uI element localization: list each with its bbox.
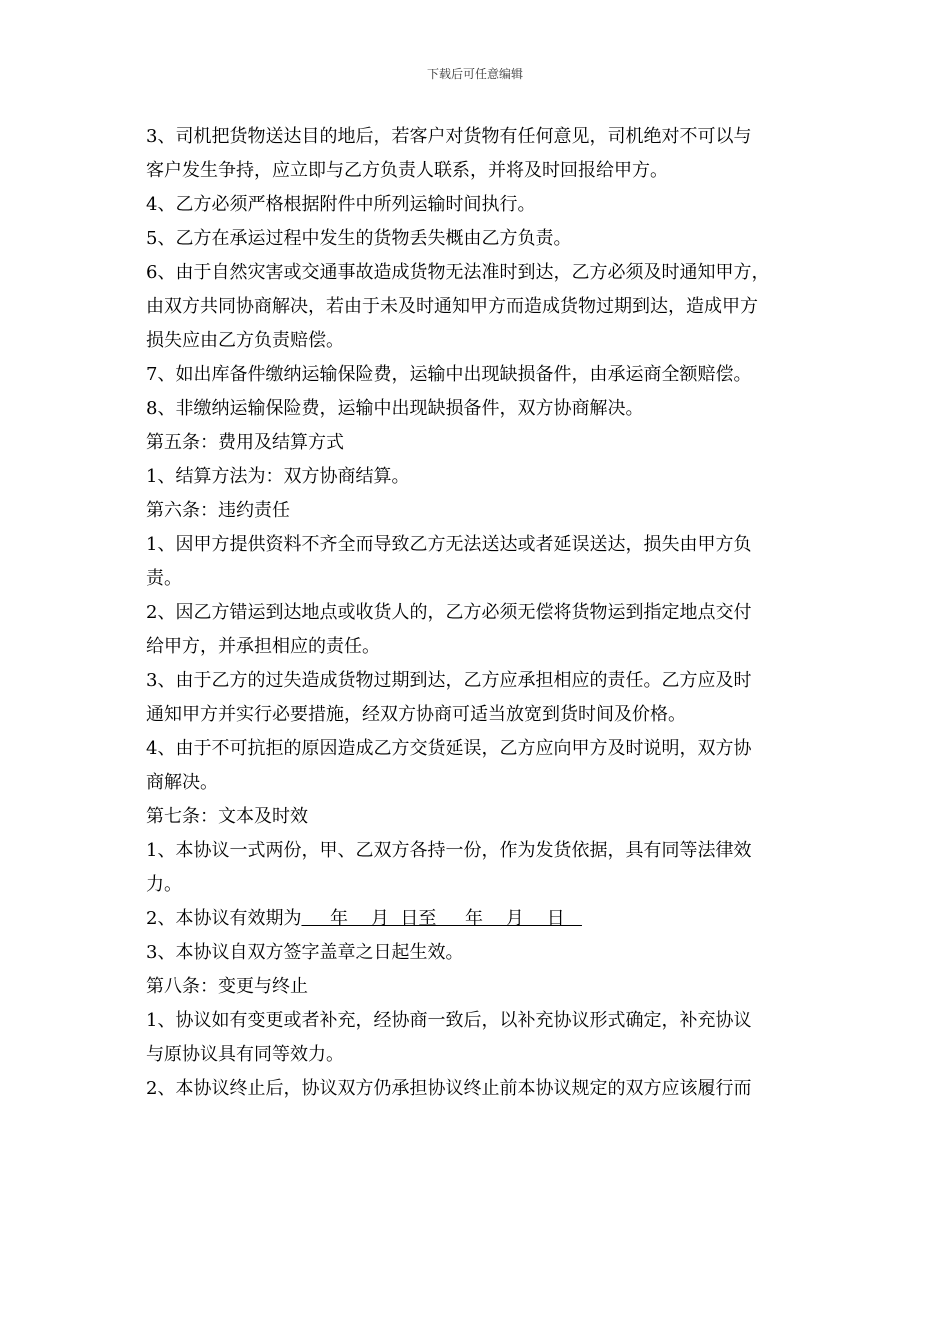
paragraph-6-line1: 6、由于自然灾害或交通事故造成货物无法准时到达，乙方必须及时通知甲方， [146, 262, 770, 283]
section-7-title: 第七条：文本及时效 [146, 806, 308, 827]
section-5-title: 第五条：费用及结算方式 [146, 432, 344, 453]
section-8-paragraph-2-line1: 2、本协议终止后，协议双方仍承担协议终止前本协议规定的双方应该履行而 [146, 1078, 752, 1099]
section-6-title: 第六条：违约责任 [146, 500, 290, 521]
section-6-paragraph-4-line1: 4、由于不可抗拒的原因造成乙方交货延误，乙方应向甲方及时说明，双方协 [146, 738, 752, 759]
section-6-paragraph-2-line1: 2、因乙方错运到达地点或收货人的，乙方必须无偿将货物运到指定地点交付 [146, 602, 752, 623]
section-8-title: 第八条：变更与终止 [146, 976, 308, 997]
section-5-paragraph-1: 1、结算方法为：双方协商结算。 [146, 466, 410, 487]
paragraph-3-line2: 客户发生争持，应立即与乙方负责人联系，并将及时回报给甲方。 [146, 160, 668, 181]
section-7-paragraph-2 [146, 904, 816, 934]
paragraph-6-line2: 由双方共同协商解决，若由于未及时通知甲方而造成货物过期到达，造成甲方 [146, 296, 758, 317]
section-6-paragraph-1-line1: 1、因甲方提供资料不齐全而导致乙方无法送达或者延误送达，损失由甲方负 [146, 534, 752, 555]
paragraph-5: 5、乙方在承运过程中发生的货物丢失概由乙方负责。 [146, 228, 572, 249]
section-6-paragraph-1-line2: 责。 [146, 568, 182, 589]
section-6-paragraph-2-line2: 给甲方，并承担相应的责任。 [146, 636, 380, 657]
section-6-paragraph-4-line2: 商解决。 [146, 772, 218, 793]
paragraph-7: 7、如出库备件缴纳运输保险费，运输中出现缺损备件，由承运商全额赔偿。 [146, 364, 752, 385]
validity-period-label: 2、本协议有效期为 [146, 908, 302, 929]
section-7-paragraph-1-line2: 力。 [146, 874, 182, 895]
section-7-paragraph-3: 3、本协议自双方签字盖章之日起生效。 [146, 942, 464, 963]
section-7-paragraph-1-line1: 1、本协议一式两份，甲、乙双方各持一份，作为发货依据，具有同等法律效 [146, 840, 752, 861]
paragraph-8: 8、非缴纳运输保险费，运输中出现缺损备件，双方协商解决。 [146, 398, 644, 419]
section-8-paragraph-1-line1: 1、协议如有变更或者补充，经协商一致后，以补充协议形式确定，补充协议 [146, 1010, 752, 1031]
paragraph-3-line1: 3、司机把货物送达目的地后，若客户对货物有任何意见，司机绝对不可以与 [146, 126, 752, 147]
paragraph-6-line3: 损失应由乙方负责赔偿。 [146, 330, 344, 351]
page-header-note: 下载后可任意编辑 [426, 67, 523, 81]
section-8-paragraph-1-line2: 与原协议具有同等效力。 [146, 1044, 344, 1065]
document-body [146, 122, 816, 1108]
paragraph-4: 4、乙方必须严格根据附件中所列运输时间执行。 [146, 194, 536, 215]
section-6-paragraph-3-line2: 通知甲方并实行必要措施，经双方协商可适当放宽到货时间及价格。 [146, 704, 686, 725]
validity-period-blank: 年 月 日至 年 月 日 [301, 908, 582, 929]
section-6-paragraph-3-line1: 3、由于乙方的过失造成货物过期到达，乙方应承担相应的责任。乙方应及时 [146, 670, 752, 691]
